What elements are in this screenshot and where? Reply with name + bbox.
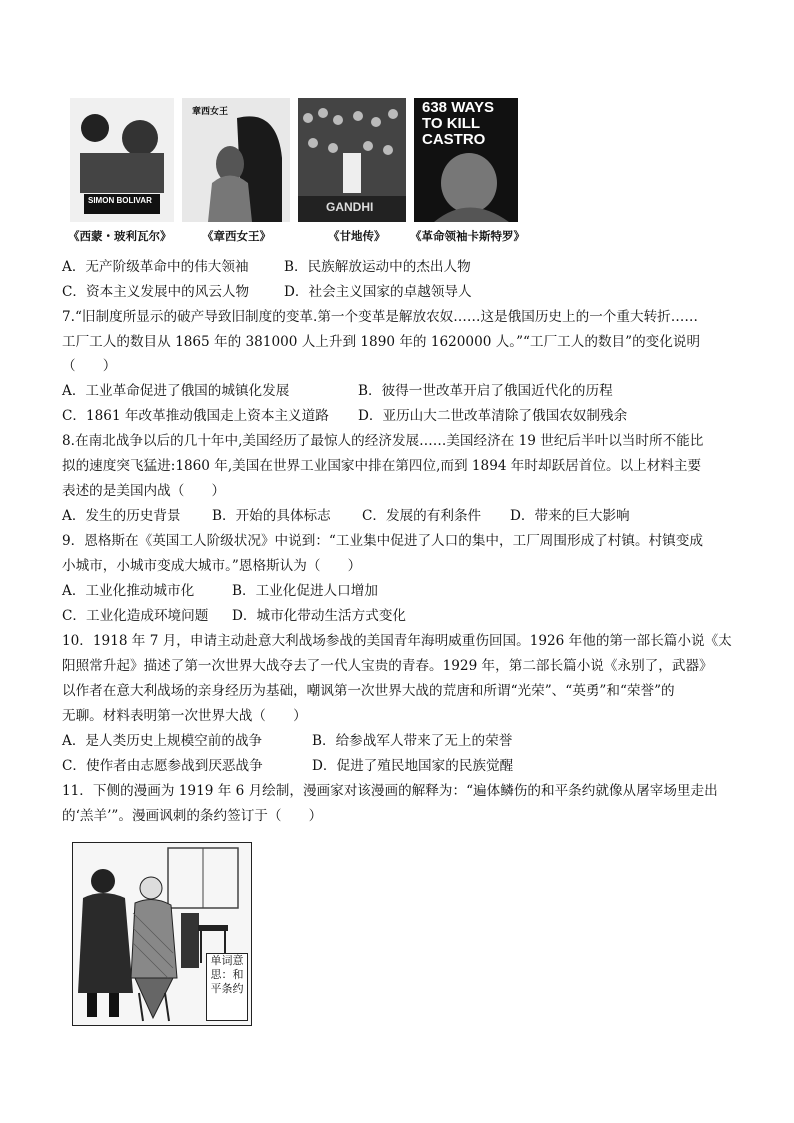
q10-stem-line3: 以作者在意大利战场的亲身经历为基础，嘲讽第一次世界大战的荒唐和所谓“光荣”、“英勇”和“荣誉”的	[62, 683, 675, 699]
q11-stem-line1: 11．下侧的漫画为 1919 年 6 月绘制，漫画家对该漫画的解释为：“遍体鳞伤的和平条约就像从屠宰场里走出	[62, 783, 718, 799]
q6-option-a: A．无产阶级革命中的伟大领袖	[62, 259, 249, 275]
q10-option-a: A．是人类历史上规模空前的战争	[62, 733, 263, 749]
q8-option-a: A．发生的历史背景	[62, 508, 181, 524]
q7-option-a: A．工业革命促进了俄国的城镇化发展	[62, 383, 290, 399]
q6-option-d: D．社会主义国家的卓越领导人	[284, 284, 472, 300]
q9-option-d: D．城市化带动生活方式变化	[232, 608, 407, 624]
q10-option-d: D．促进了殖民地国家的民族觉醒	[312, 758, 514, 774]
q10-option-c: C．使作者由志愿参战到厌恶战争	[62, 758, 263, 774]
q7-option-c: C．1861 年改革推动俄国走上资本主义道路	[62, 408, 329, 424]
q8-option-d: D．带来的巨大影响	[510, 508, 630, 524]
q8-stem-line1: 8.在南北战争以后的几十年中,美国经历了最惊人的经济发展……美国经济在 19 世纪后半叶以当时所不能比	[62, 433, 704, 449]
q7-stem-line2: 工厂工人的数目从 1865 年的 381000 人上升到 1890 年的 1620000 人。”“工厂工人的数目”的变化说明	[62, 334, 701, 350]
poster-caption-jhansi: 《章西女王》	[202, 229, 271, 243]
treaty-cartoon	[72, 842, 252, 1026]
movie-poster-row: SIMON BOLIVAR 《西蒙・玻利瓦尔》 章西女王 《章西女王》 GANDHI 《甘地传》 638 WAYS TO KILL CASTRO 《革命领袖卡斯特罗》	[68, 99, 525, 243]
poster-caption-gandhi: 《甘地传》	[328, 229, 386, 243]
q10-stem-line2: 阳照常升起》描述了第一次世界大战夺去了一代人宝贵的青春。1929 年，第二部长篇小说《永别了，武器》	[62, 658, 713, 674]
poster-caption-bolivar: 《西蒙・玻利瓦尔》	[68, 229, 172, 243]
q9-option-c: C．工业化造成环境问题	[62, 608, 209, 624]
q9-stem-line2: 小城市，小城市变成大城市。”恩格斯认为（ ）	[62, 558, 362, 574]
q9-option-a: A．工业化推动城市化	[62, 583, 195, 599]
q11-stem-line2: 的‘羔羊’”。漫画讽刺的条约签订于（ ）	[62, 808, 323, 824]
q10-stem-line1: 10．1918 年 7 月，申请主动赴意大利战场参战的美国青年海明威重伤回国。1926 年他的第一部长篇小说《太	[62, 633, 732, 649]
q9-stem-line1: 9．恩格斯在《英国工人阶级状况》中说到：“工业集中促进了人口的集中，工厂周围形成了村镇。村镇变成	[62, 533, 703, 549]
q8-stem-line3: 表述的是美国内战（ ）	[62, 483, 226, 499]
q7-stem-line1: 7.“旧制度所显示的破产导致旧制度的变革.第一个变革是解放农奴……这是俄国历史上的一个重大转折……	[62, 309, 698, 325]
q9-option-b: B．工业化促进人口增加	[232, 583, 378, 599]
q10-option-b: B．给参战军人带来了无上的荣誉	[312, 733, 513, 749]
q6-option-b: B．民族解放运动中的杰出人物	[284, 259, 471, 275]
q8-option-b: B．开始的具体标志	[212, 508, 331, 524]
q10-stem-line4: 无聊。材料表明第一次世界大战（ ）	[62, 708, 307, 724]
q7-option-b: B．彼得一世改革开启了俄国近代化的历程	[358, 383, 613, 399]
q8-stem-line2: 拟的速度突飞猛进:1860 年,美国在世界工业国家中排在第四位,而到 1894 年时却跃居首位。以上材料主要	[62, 458, 702, 474]
cartoon-label: 单词意思：和平条约	[206, 953, 248, 1021]
q7-option-d: D．亚历山大二世改革清除了俄国农奴制残余	[358, 408, 628, 424]
q6-option-c: C．资本主义发展中的风云人物	[62, 284, 250, 300]
q7-stem-line3: （ ）	[62, 358, 117, 374]
q8-option-c: C．发展的有利条件	[362, 508, 482, 524]
poster-caption-castro: 《革命领袖卡斯特罗》	[410, 229, 525, 243]
